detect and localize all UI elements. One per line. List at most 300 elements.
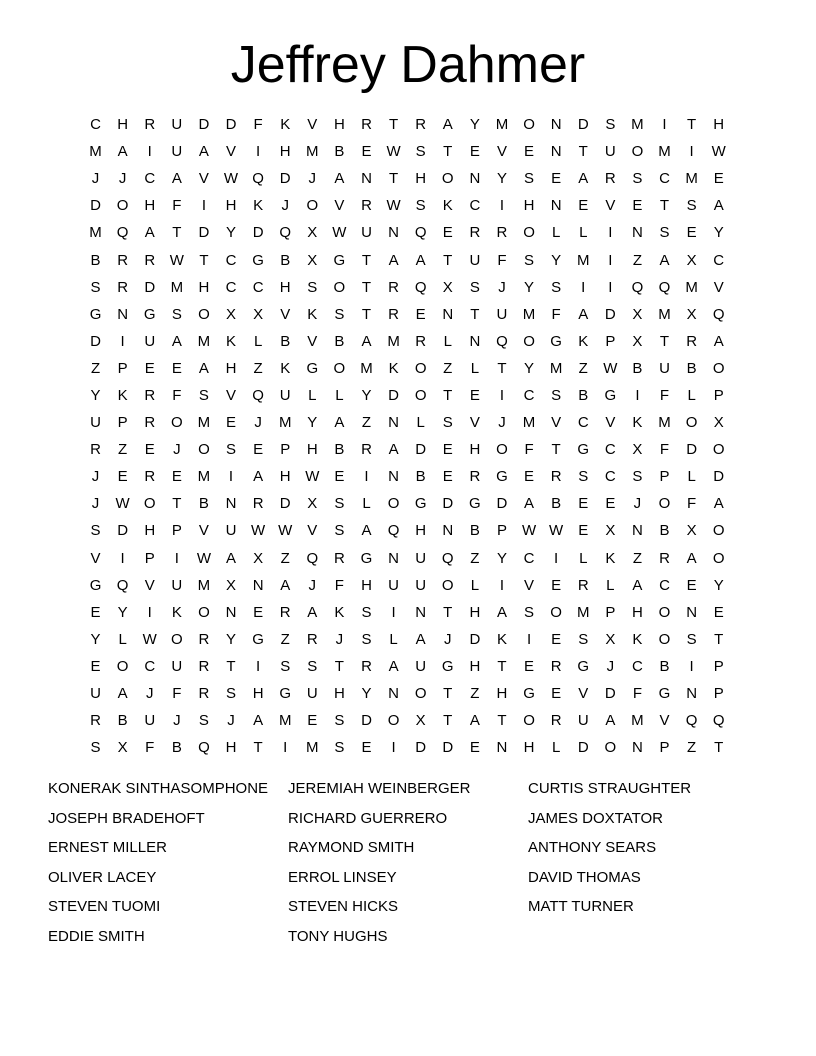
- grid-letter: Z: [470, 685, 480, 703]
- grid-letter: G: [360, 549, 373, 567]
- word-list-item: MATT TURNER: [528, 898, 634, 916]
- grid-letter: G: [306, 359, 319, 377]
- grid-letter: D: [90, 332, 101, 350]
- grid-letter: Z: [118, 441, 128, 459]
- grid-letter: I: [689, 143, 694, 161]
- grid-letter: A: [334, 414, 345, 432]
- grid-row: [82, 355, 732, 382]
- grid-letter: W: [603, 359, 618, 377]
- grid-letter: M: [306, 143, 319, 161]
- word-list-item: CURTIS STRAUGHTER: [528, 780, 692, 797]
- grid-letter: C: [90, 116, 101, 134]
- grid-letter: J: [173, 712, 181, 730]
- grid-letter: C: [523, 549, 535, 567]
- grid-letter: A: [226, 549, 237, 567]
- grid-letter: M: [549, 359, 563, 377]
- word-list-item: RAYMOND SMITH: [288, 839, 415, 857]
- grid-row: [82, 274, 732, 301]
- grid-letter: L: [687, 386, 696, 404]
- grid-letter: I: [608, 278, 613, 296]
- grid-letter: I: [391, 603, 396, 621]
- grid-letter: H: [279, 143, 291, 161]
- grid-letter: S: [578, 630, 589, 648]
- grid-letter: S: [632, 468, 643, 486]
- grid-letter: A: [524, 495, 535, 513]
- grid-letter: E: [524, 143, 535, 161]
- grid-letter: X: [253, 549, 264, 567]
- grid-letter: R: [550, 468, 562, 486]
- grid-letter: M: [576, 603, 590, 621]
- grid-letter: W: [142, 630, 157, 648]
- grid-letter: Y: [90, 386, 101, 404]
- grid-letter: E: [524, 468, 535, 486]
- grid-letter: Z: [280, 549, 290, 567]
- grid-letter: M: [685, 278, 698, 296]
- grid-letter: S: [307, 657, 318, 675]
- grid-letter: D: [577, 116, 589, 134]
- grid-letter: X: [686, 522, 697, 540]
- grid-letter: A: [578, 305, 589, 323]
- grid-letter: V: [334, 197, 345, 215]
- grid-letter: O: [658, 495, 671, 513]
- grid-letter: J: [91, 170, 100, 188]
- grid-letter: H: [523, 197, 535, 215]
- grid-letter: V: [551, 414, 562, 432]
- grid-letter: W: [332, 224, 347, 242]
- grid-letter: A: [144, 224, 155, 242]
- grid-letter: O: [712, 359, 725, 377]
- grid-letter: V: [713, 278, 724, 296]
- grid-letter: S: [334, 739, 345, 757]
- grid-letter: I: [256, 657, 261, 675]
- grid-letter: Z: [470, 549, 480, 567]
- grid-letter: D: [577, 739, 589, 757]
- grid-letter: I: [147, 603, 152, 621]
- grid-letter: X: [713, 414, 724, 432]
- grid-letter: O: [658, 630, 671, 648]
- grid-letter: M: [89, 224, 102, 242]
- grid-letter: O: [441, 170, 454, 188]
- grid-letter: L: [470, 576, 480, 594]
- grid-letter: A: [334, 170, 345, 188]
- grid-letter: T: [497, 657, 507, 675]
- grid-letter: O: [414, 359, 427, 377]
- grid-row: [82, 734, 732, 761]
- grid-letter: Q: [279, 224, 292, 242]
- grid-letter: B: [334, 143, 345, 161]
- grid-letter: S: [334, 495, 345, 513]
- word-list-item: ERNEST MILLER: [48, 839, 167, 857]
- grid-row: [82, 463, 732, 490]
- grid-letter: Q: [252, 170, 264, 188]
- grid-letter: O: [712, 549, 725, 567]
- grid-letter: O: [550, 603, 562, 621]
- grid-letter: T: [470, 305, 480, 323]
- grid-letter: X: [117, 739, 128, 757]
- grid-letter: P: [117, 359, 128, 377]
- grid-letter: T: [578, 143, 588, 161]
- grid-letter: G: [604, 386, 617, 404]
- grid-letter: E: [469, 739, 480, 757]
- grid-letter: U: [388, 576, 399, 594]
- grid-letter: M: [495, 116, 509, 134]
- grid-letter: T: [659, 197, 670, 215]
- grid-letter: G: [252, 630, 264, 648]
- grid-letter: R: [279, 603, 291, 621]
- grid-letter: E: [578, 522, 589, 540]
- grid-letter: C: [713, 251, 725, 269]
- grid-letter: P: [659, 468, 670, 486]
- grid-letter: U: [90, 685, 101, 703]
- grid-letter: R: [198, 657, 210, 675]
- grid-letter: N: [632, 224, 643, 242]
- grid-letter: E: [713, 170, 724, 188]
- grid-letter: A: [713, 332, 724, 350]
- grid-letter: Q: [441, 549, 454, 567]
- grid-letter: D: [252, 224, 264, 242]
- grid-letter: W: [223, 170, 239, 188]
- grid-letter: N: [550, 197, 562, 215]
- grid-letter: S: [551, 278, 562, 296]
- grid-letter: G: [577, 657, 590, 675]
- grid-row: [82, 517, 732, 544]
- grid-letter: D: [388, 386, 399, 404]
- grid-letter: S: [226, 685, 237, 703]
- grid-letter: O: [712, 522, 725, 540]
- grid-letter: E: [90, 603, 101, 621]
- grid-row: [82, 653, 732, 680]
- grid-letter: L: [579, 549, 588, 567]
- grid-letter: I: [689, 657, 694, 675]
- grid-letter: C: [144, 657, 156, 675]
- grid-letter: U: [306, 685, 318, 703]
- grid-letter: I: [499, 386, 505, 404]
- grid-letter: T: [443, 143, 453, 161]
- grid-letter: R: [550, 712, 562, 730]
- grid-letter: O: [523, 712, 535, 730]
- grid-letter: Q: [116, 576, 129, 594]
- grid-letter: O: [712, 441, 725, 459]
- grid-letter: U: [225, 522, 237, 540]
- grid-letter: E: [551, 576, 562, 594]
- grid-letter: X: [307, 224, 318, 242]
- grid-letter: O: [631, 143, 644, 161]
- grid-letter: S: [334, 305, 345, 323]
- grid-letter: S: [90, 739, 101, 757]
- word-list-item: OLIVER LACEY: [48, 868, 157, 886]
- word-list-item: JOSEPH BRADEHOFT: [48, 809, 205, 827]
- grid-letter: J: [606, 657, 615, 675]
- grid-letter: O: [333, 359, 346, 377]
- grid-letter: V: [198, 522, 209, 540]
- grid-row: [82, 219, 732, 246]
- grid-letter: Z: [578, 359, 588, 377]
- grid-letter: I: [228, 468, 234, 486]
- grid-letter: L: [308, 386, 317, 404]
- grid-letter: P: [713, 685, 724, 703]
- grid-letter: H: [144, 197, 156, 215]
- grid-letter: O: [306, 197, 319, 215]
- grid-letter: B: [632, 359, 643, 377]
- grid-letter: K: [307, 305, 318, 323]
- grid-row: [82, 328, 732, 355]
- grid-row: [82, 409, 732, 436]
- grid-letter: U: [469, 251, 481, 269]
- grid-letter: J: [444, 630, 452, 648]
- grid-letter: N: [550, 116, 562, 134]
- grid-letter: Q: [685, 712, 698, 730]
- grid-letter: M: [685, 170, 698, 188]
- grid-letter: N: [388, 414, 399, 432]
- grid-letter: O: [333, 278, 346, 296]
- grid-letter: H: [713, 116, 725, 134]
- grid-letter: M: [576, 251, 590, 269]
- grid-letter: D: [604, 305, 616, 323]
- grid-letter: H: [523, 739, 535, 757]
- grid-letter: R: [144, 414, 156, 432]
- grid-letter: H: [333, 116, 345, 134]
- grid-letter: Q: [712, 712, 725, 730]
- grid-letter: P: [605, 603, 616, 621]
- grid-letter: T: [497, 712, 507, 730]
- grid-letter: C: [144, 170, 156, 188]
- grid-letter: X: [605, 522, 616, 540]
- grid-letter: G: [333, 251, 346, 269]
- grid-letter: C: [659, 170, 670, 188]
- grid-letter: Q: [306, 549, 319, 567]
- letter-grid: [82, 111, 732, 761]
- grid-letter: X: [226, 576, 237, 594]
- grid-letter: L: [579, 224, 588, 242]
- grid-letter: O: [414, 386, 427, 404]
- grid-letter: D: [198, 116, 210, 134]
- grid-letter: B: [117, 712, 128, 730]
- grid-letter: X: [632, 332, 643, 350]
- grid-letter: A: [605, 712, 616, 730]
- grid-letter: T: [361, 278, 372, 296]
- grid-letter: W: [251, 522, 266, 540]
- grid-letter: U: [144, 712, 156, 730]
- grid-letter: R: [659, 549, 670, 567]
- page-title: Jeffrey Dahmer: [230, 36, 586, 94]
- grid-letter: S: [361, 630, 372, 648]
- grid-letter: P: [117, 414, 128, 432]
- grid-letter: F: [253, 116, 263, 134]
- grid-row: [82, 382, 732, 409]
- grid-letter: N: [361, 170, 372, 188]
- grid-letter: D: [415, 441, 427, 459]
- grid-letter: H: [225, 739, 237, 757]
- grid-letter: C: [225, 278, 237, 296]
- grid-letter: P: [144, 549, 155, 567]
- grid-letter: J: [227, 712, 235, 730]
- grid-letter: R: [415, 332, 427, 350]
- grid-letter: V: [605, 197, 616, 215]
- grid-letter: L: [253, 332, 263, 350]
- grid-letter: H: [144, 522, 156, 540]
- grid-letter: M: [197, 576, 211, 594]
- grid-letter: N: [632, 522, 643, 540]
- grid-letter: N: [388, 224, 399, 242]
- grid-letter: D: [415, 739, 427, 757]
- grid-letter: E: [442, 468, 453, 486]
- grid-letter: J: [118, 170, 127, 188]
- word-list-item: KONERAK SINTHASOMPHONE: [48, 780, 269, 797]
- grid-letter: R: [388, 305, 399, 323]
- grid-letter: V: [578, 685, 589, 703]
- grid-letter: S: [686, 197, 697, 215]
- grid-letter: C: [632, 657, 643, 675]
- grid-letter: T: [659, 332, 670, 350]
- grid-letter: L: [551, 739, 561, 757]
- grid-letter: I: [391, 739, 396, 757]
- grid-letter: R: [90, 712, 101, 730]
- grid-letter: O: [523, 116, 535, 134]
- grid-letter: F: [524, 441, 534, 459]
- grid-letter: W: [115, 495, 130, 513]
- grid-letter: R: [577, 576, 589, 594]
- grid-letter: P: [659, 739, 670, 757]
- grid-letter: U: [577, 712, 589, 730]
- grid-letter: H: [225, 359, 237, 377]
- grid-letter: V: [307, 116, 318, 134]
- grid-letter: H: [496, 685, 508, 703]
- grid-letter: L: [389, 630, 398, 648]
- grid-row: [82, 246, 732, 273]
- grid-letter: X: [632, 305, 643, 323]
- grid-letter: E: [551, 170, 562, 188]
- grid-letter: U: [415, 549, 427, 567]
- grid-letter: P: [713, 657, 724, 675]
- grid-letter: E: [686, 224, 697, 242]
- grid-letter: H: [252, 685, 264, 703]
- grid-letter: H: [306, 441, 318, 459]
- grid-letter: E: [415, 305, 426, 323]
- grid-letter: A: [415, 251, 426, 269]
- grid-letter: A: [469, 712, 480, 730]
- grid-letter: N: [632, 739, 643, 757]
- grid-letter: M: [360, 359, 373, 377]
- grid-letter: R: [144, 386, 156, 404]
- grid-letter: B: [415, 468, 426, 486]
- grid-letter: R: [361, 657, 372, 675]
- grid-letter: Q: [198, 739, 210, 757]
- grid-letter: A: [496, 603, 507, 621]
- grid-letter: F: [172, 685, 182, 703]
- grid-letter: N: [442, 305, 454, 323]
- grid-letter: E: [117, 468, 128, 486]
- grid-letter: M: [658, 414, 671, 432]
- grid-letter: S: [632, 170, 643, 188]
- grid-letter: Y: [307, 414, 318, 432]
- grid-letter: B: [334, 441, 345, 459]
- grid-letter: J: [308, 170, 317, 188]
- word-list-item: TONY HUGHS: [288, 927, 388, 945]
- grid-letter: A: [198, 359, 209, 377]
- word-list-item: EDDIE SMITH: [48, 927, 145, 945]
- grid-letter: N: [496, 739, 508, 757]
- grid-letter: O: [658, 603, 671, 621]
- grid-letter: G: [523, 685, 535, 703]
- grid-letter: I: [147, 143, 152, 161]
- grid-letter: F: [687, 495, 697, 513]
- grid-letter: D: [198, 224, 210, 242]
- grid-letter: Q: [252, 386, 264, 404]
- grid-letter: J: [281, 197, 289, 215]
- grid-letter: H: [333, 685, 345, 703]
- grid-letter: M: [197, 414, 211, 432]
- grid-letter: U: [144, 332, 156, 350]
- grid-letter: U: [279, 386, 291, 404]
- grid-letter: E: [334, 468, 345, 486]
- grid-row: [82, 111, 732, 138]
- grid-letter: W: [549, 522, 564, 540]
- grid-letter: B: [90, 251, 101, 269]
- grid-letter: A: [361, 332, 372, 350]
- grid-letter: S: [171, 305, 182, 323]
- grid-letter: L: [687, 468, 696, 486]
- grid-letter: R: [415, 116, 427, 134]
- grid-letter: A: [117, 685, 128, 703]
- grid-letter: O: [441, 576, 454, 594]
- grid-letter: Z: [443, 359, 453, 377]
- word-list-item: ERROL LINSEY: [288, 868, 397, 886]
- grid-letter: N: [550, 143, 562, 161]
- grid-letter: N: [686, 685, 698, 703]
- grid-letter: K: [605, 549, 616, 567]
- grid-letter: V: [469, 414, 480, 432]
- grid-letter: D: [225, 116, 237, 134]
- grid-row: [82, 165, 732, 192]
- grid-letter: M: [89, 143, 102, 161]
- grid-letter: B: [686, 359, 697, 377]
- grid-letter: R: [469, 468, 481, 486]
- grid-letter: O: [170, 414, 183, 432]
- grid-letter: T: [551, 441, 561, 459]
- grid-letter: X: [686, 305, 697, 323]
- grid-letter: Y: [713, 576, 724, 594]
- grid-letter: C: [252, 278, 264, 296]
- grid-letter: S: [442, 414, 453, 432]
- grid-letter: M: [522, 305, 536, 323]
- grid-letter: H: [198, 278, 210, 296]
- grid-letter: V: [198, 170, 209, 188]
- grid-letter: J: [498, 278, 506, 296]
- grid-letter: R: [90, 441, 101, 459]
- grid-letter: E: [361, 739, 372, 757]
- grid-letter: G: [550, 332, 562, 350]
- grid-letter: R: [198, 685, 210, 703]
- grid-letter: D: [361, 712, 372, 730]
- grid-letter: I: [554, 549, 559, 567]
- grid-letter: N: [388, 549, 399, 567]
- grid-letter: O: [387, 495, 400, 513]
- grid-letter: D: [496, 495, 508, 513]
- grid-letter: U: [659, 359, 670, 377]
- grid-letter: W: [521, 522, 537, 540]
- grid-letter: P: [713, 386, 724, 404]
- grid-letter: E: [253, 603, 264, 621]
- grid-letter: G: [143, 305, 156, 323]
- word-list-item: ANTHONY SEARS: [528, 839, 657, 857]
- grid-letter: O: [496, 441, 508, 459]
- grid-letter: O: [523, 224, 535, 242]
- grid-letter: V: [307, 332, 318, 350]
- grid-letter: M: [197, 468, 211, 486]
- grid-letter: Z: [90, 359, 101, 377]
- grid-letter: M: [387, 332, 400, 350]
- grid-letter: S: [659, 224, 670, 242]
